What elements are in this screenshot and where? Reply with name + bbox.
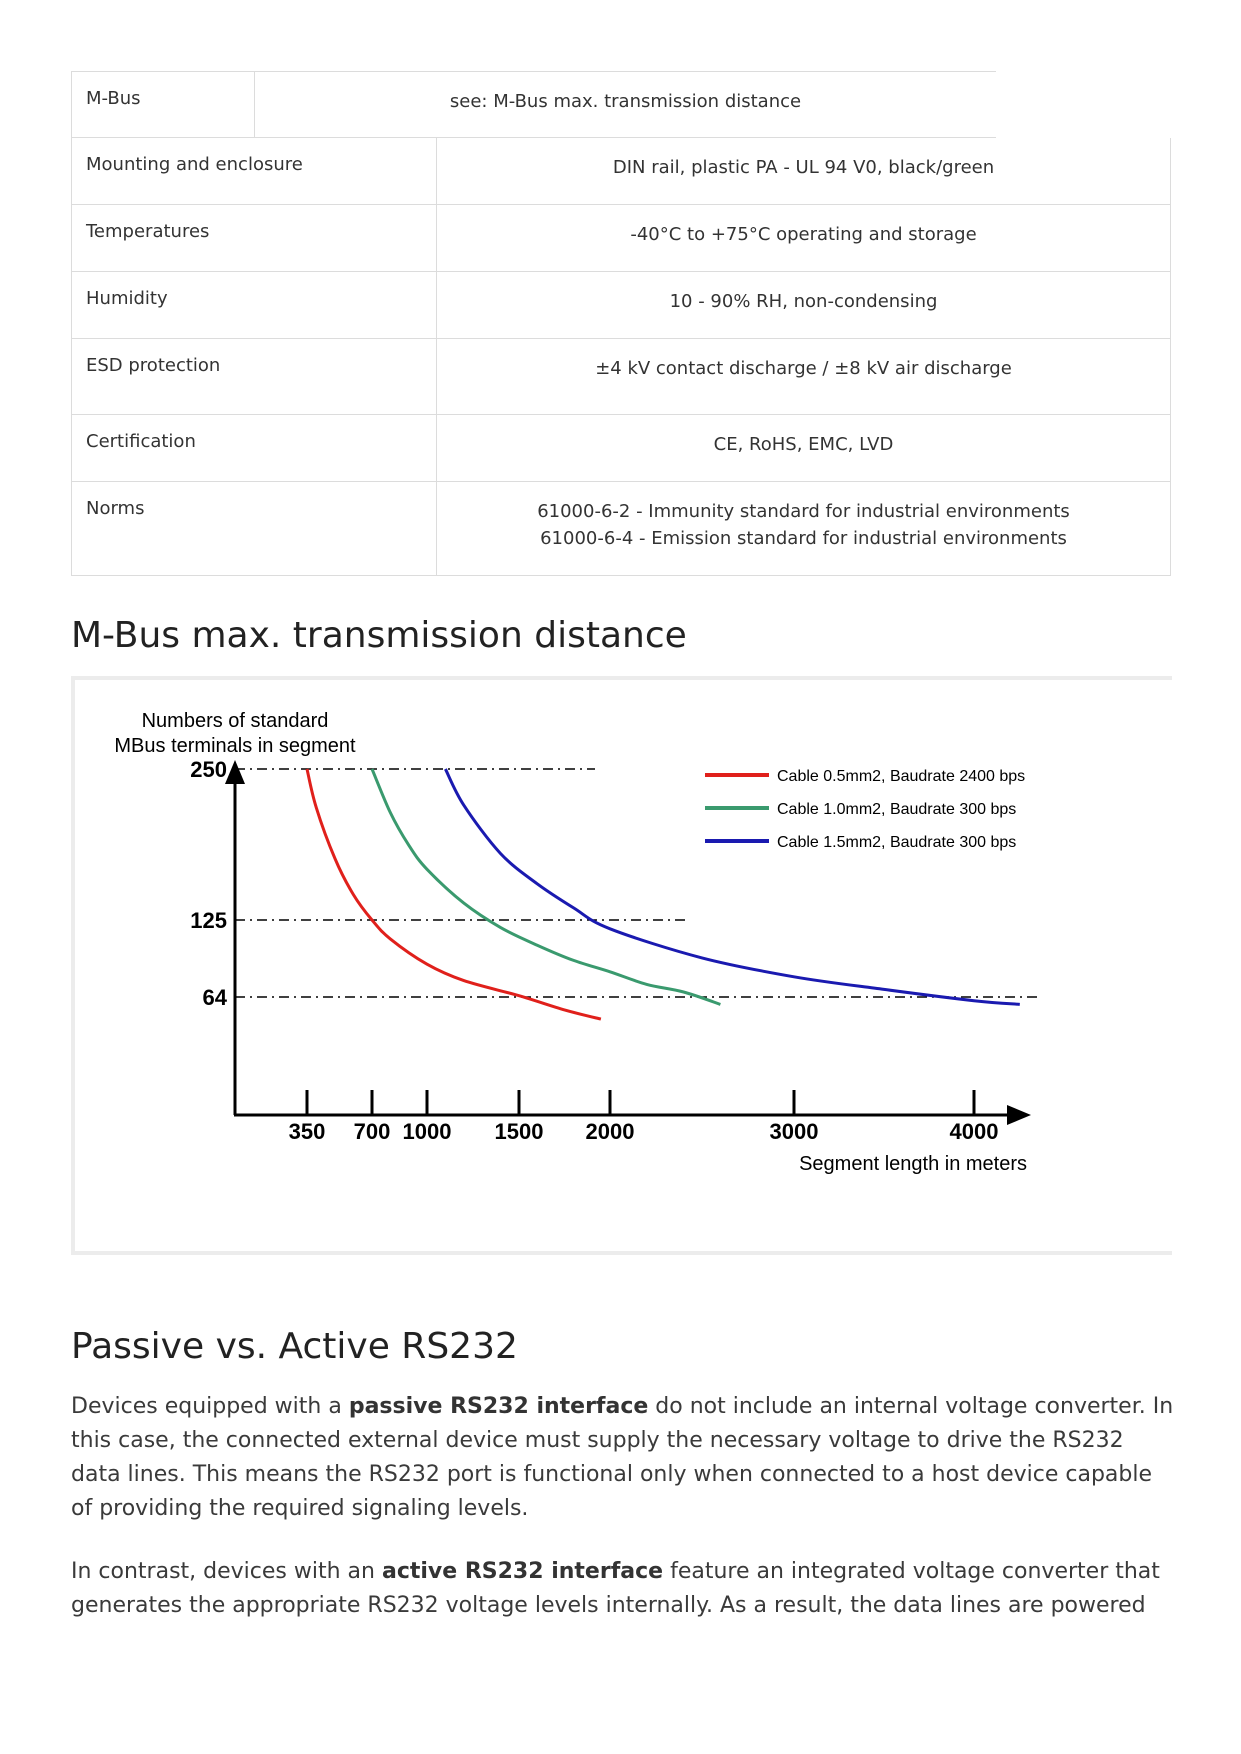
x-tick-label: 1000 (402, 1119, 452, 1144)
text-run: Devices equipped with a (71, 1394, 349, 1419)
row-value (437, 272, 1171, 339)
row-value (254, 71, 996, 138)
x-tick-label: 350 (288, 1119, 326, 1144)
y-tick-label: 64 (202, 985, 227, 1010)
series-line (372, 769, 720, 1004)
value-line: 61000-6-2 - Immunity standard for industrial environments (537, 501, 1070, 522)
x-axis-label: Segment length in meters (799, 1153, 1027, 1175)
x-axis-arrow (1007, 1105, 1031, 1125)
x-tick-label: 2000 (585, 1119, 635, 1144)
row-label: Mounting and enclosure (71, 138, 437, 205)
row-label: Certification (71, 415, 437, 482)
legend-label: Cable 0.5mm2, Baudrate 2400 bps (777, 768, 1026, 785)
value-line: 61000-6-4 - Emission standard for industrial environments (540, 528, 1067, 549)
row-label: Norms (71, 482, 437, 576)
chart-legend (705, 768, 1025, 851)
x-tick-label: 1500 (494, 1119, 544, 1144)
value-line: 10 - 90% RH, non-condensing (669, 291, 938, 312)
row-value (437, 482, 1171, 576)
table-row (71, 482, 1171, 576)
legend-label: Cable 1.0mm2, Baudrate 300 bps (777, 801, 1017, 818)
bold-term: active RS232 interface (381, 1559, 664, 1584)
bold-term: passive RS232 interface (348, 1394, 649, 1419)
table-row (71, 272, 1171, 339)
y-axis-label-line1: Numbers of standard (141, 710, 329, 732)
row-label: Humidity (71, 272, 437, 339)
legend-label: Cable 1.5mm2, Baudrate 300 bps (777, 834, 1017, 851)
chart-svg (75, 680, 1172, 1251)
value-line: -40°C to +75°C operating and storage (630, 224, 977, 245)
x-tick-label: 700 (353, 1119, 391, 1144)
row-label: Temperatures (71, 205, 437, 272)
paragraph-active (71, 1555, 1176, 1623)
row-value (437, 339, 1171, 415)
value-line: CE, RoHS, EMC, LVD (713, 434, 894, 455)
text-run: do not include an internal voltage converter. In this case, the connected external device must supply the necessary voltage to drive the RS232 data lines. This means the RS232 port is functional only when connected to a host device capable of providing the required signaling levels. (71, 1394, 1174, 1521)
y-tick-label: 125 (190, 908, 227, 933)
paragraph-passive (71, 1390, 1176, 1526)
text-run: feature an integrated voltage converter that generates the appropriate RS232 voltage levels internally. As a result, the data lines are powered (71, 1559, 1160, 1618)
x-tick-label: 4000 (949, 1119, 999, 1144)
value-line: ±4 kV contact discharge / ±8 kV air discharge (595, 358, 1012, 379)
section-title-mbus: M-Bus max. transmission distance (71, 615, 687, 656)
table-row (71, 71, 996, 138)
table-row (71, 138, 1171, 205)
y-tick-label: 250 (190, 757, 227, 782)
x-tick-label: 3000 (769, 1119, 819, 1144)
section-title-rs232: Passive vs. Active RS232 (71, 1326, 518, 1367)
row-label: ESD protection (71, 339, 437, 415)
row-value (437, 138, 1171, 205)
table-row (71, 339, 1171, 415)
y-axis-label-line2: MBus terminals in segment (114, 735, 356, 757)
value-line: DIN rail, plastic PA - UL 94 V0, black/green (612, 157, 995, 178)
table-row (71, 415, 1171, 482)
table-row (71, 205, 1171, 272)
y-axis-arrow (225, 760, 245, 784)
row-label: M-Bus (71, 71, 254, 138)
row-value (437, 205, 1171, 272)
text-run: In contrast, devices with an (71, 1559, 382, 1584)
value-line: see: M-Bus max. transmission distance (449, 91, 802, 112)
mbus-distance-chart (71, 676, 1172, 1255)
row-value (437, 415, 1171, 482)
